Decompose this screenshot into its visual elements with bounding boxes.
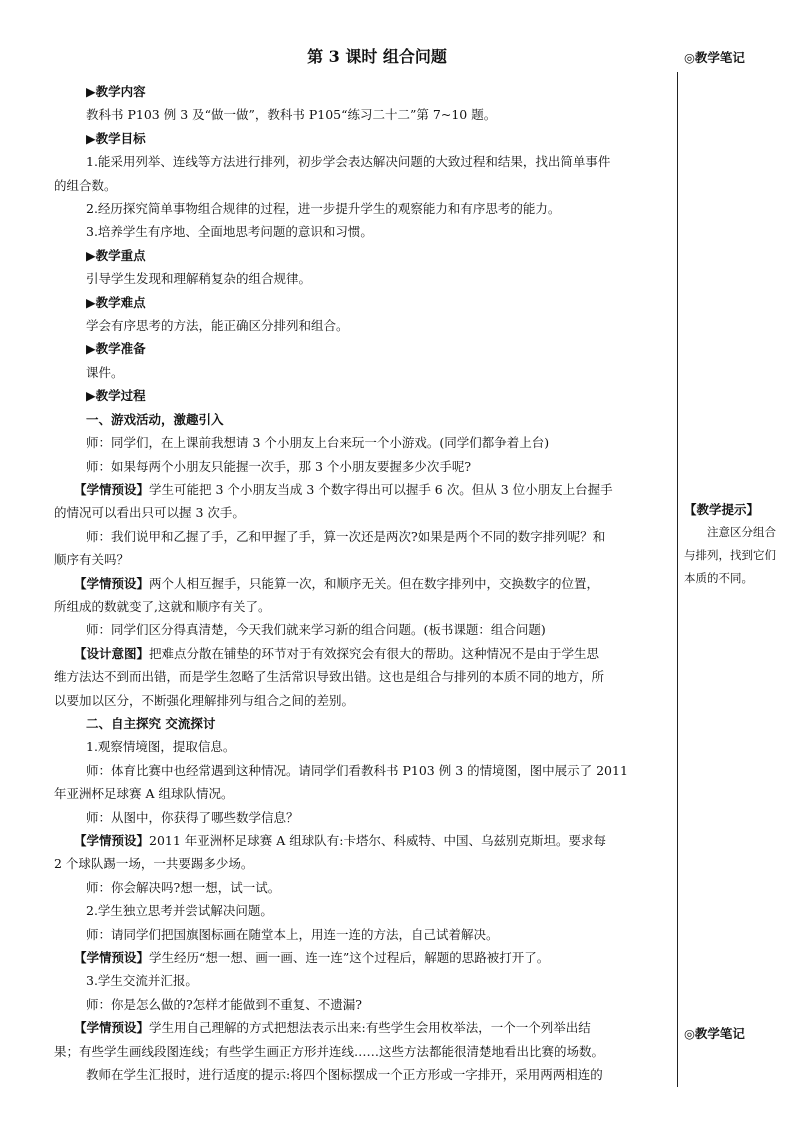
line-text: 学生用自己理解的方式把想法表示出来:有些学生会用枚举法，一个一个列举出结 bbox=[149, 1020, 591, 1036]
body-line bbox=[86, 969, 668, 992]
section-heading bbox=[86, 712, 668, 735]
section-heading bbox=[86, 291, 668, 314]
body-line bbox=[74, 478, 668, 501]
section-heading bbox=[86, 127, 668, 150]
line-text: 2 个球队踢一场，一共要踢多少场。 bbox=[54, 856, 254, 872]
teaching-notes-label-top bbox=[684, 48, 780, 66]
teaching-notes-label-bottom bbox=[684, 1024, 780, 1042]
body-line bbox=[86, 220, 668, 243]
body-line bbox=[86, 267, 668, 290]
page-title: 第 3 课时 组合问题 bbox=[307, 47, 447, 66]
line-text: 学会有序思考的方法，能正确区分排列和组合。 bbox=[86, 318, 349, 334]
annotation-label: 【学情预设】 bbox=[74, 950, 150, 966]
line-text: 以要加以区分，不断强化理解排列与组合之间的差别。 bbox=[54, 692, 355, 708]
line-text: 顺序有关吗？ bbox=[54, 552, 130, 568]
body-line bbox=[86, 759, 668, 782]
body-line bbox=[74, 642, 668, 665]
line-text: 把难点分散在铺垫的环节对于有效探究会有很大的帮助。这种情况不是由于学生思 bbox=[149, 645, 600, 661]
line-text: 所组成的数就变了,这就和顺序有关了。 bbox=[54, 598, 271, 614]
body-line bbox=[86, 361, 668, 384]
line-text: 果；有些学生画线段图连线；有些学生画正方形并连线……这些方法都能很清楚地看出比赛的场数。 bbox=[54, 1043, 605, 1059]
lesson-plan-body bbox=[54, 46, 668, 1086]
body-line bbox=[54, 1040, 668, 1063]
body-line bbox=[86, 923, 668, 946]
line-text: ▶教学重点 bbox=[86, 247, 146, 263]
line-text: 师：请同学们把国旗图标画在随堂本上，用连一连的方法，自己试着解决。 bbox=[86, 926, 499, 942]
teaching-notes-heading-bottom: ◎教学笔记 bbox=[684, 1026, 745, 1041]
annotation-label: 【学情预设】 bbox=[74, 1020, 150, 1036]
line-text: 师：你会解决吗?想一想，试一试。 bbox=[86, 879, 281, 895]
line-text: 2.经历探究简单事物组合规律的过程，进一步提升学生的观察能力和有序思考的能力。 bbox=[86, 201, 561, 217]
body-line bbox=[86, 735, 668, 758]
body-line bbox=[74, 572, 668, 595]
annotation-label: 【学情预设】 bbox=[74, 833, 150, 848]
body-line bbox=[86, 806, 668, 829]
teaching-tip-heading: 【教学提示】 bbox=[684, 502, 760, 517]
line-text: 课件。 bbox=[86, 364, 124, 380]
body-line bbox=[54, 595, 668, 618]
body-line bbox=[86, 431, 668, 454]
line-text: 师：如果每两个小朋友只能握一次手，那 3 个小朋友要握多少次手呢? bbox=[86, 458, 472, 474]
line-text: 两个人相互握手，只能算一次，和顺序无关。但在数字排列中，交换数字的位置， bbox=[149, 575, 600, 591]
line-text: 二、自主探究 交流探讨 bbox=[86, 715, 216, 731]
body-line bbox=[86, 197, 668, 220]
section-heading bbox=[86, 244, 668, 267]
teaching-notes-heading: ◎教学笔记 bbox=[684, 50, 745, 65]
line-text: ▶教学难点 bbox=[86, 294, 146, 310]
line-text: 1.观察情境图，提取信息。 bbox=[86, 739, 236, 755]
body-line bbox=[54, 782, 668, 805]
body-line bbox=[86, 455, 668, 478]
lesson-lines bbox=[54, 80, 668, 1086]
line-text: 学生经历“想一想、画一画、连一连”这个过程后，解题的思路被打开了。 bbox=[149, 950, 550, 966]
section-heading bbox=[86, 337, 668, 360]
line-text: 3.学生交流并汇报。 bbox=[86, 973, 198, 989]
body-line bbox=[54, 174, 668, 197]
annotation-label: 【设计意图】 bbox=[74, 645, 150, 661]
annotation-label: 【学情预设】 bbox=[74, 575, 150, 591]
line-text: 师：我们说甲和乙握了手，乙和甲握了手，算一次还是两次?如果是两个不同的数字排列呢？和 bbox=[86, 528, 606, 544]
body-line bbox=[54, 501, 668, 524]
body-line bbox=[86, 525, 668, 548]
line-text: 引导学生发现和理解稍复杂的组合规律。 bbox=[86, 271, 312, 287]
line-text: 师：从图中，你获得了哪些数学信息？ bbox=[86, 809, 299, 825]
line-text: 3.培养学生有序地、全面地思考问题的意识和习惯。 bbox=[86, 224, 373, 240]
body-line bbox=[86, 993, 668, 1016]
margin-divider bbox=[677, 72, 678, 1087]
line-text: 学生可能把 3 个小朋友当成 3 个数字得出可以握手 6 次。但从 3 位小朋友上台握手 bbox=[149, 481, 613, 497]
line-text: 2.学生独立思考并尝试解决问题。 bbox=[86, 903, 273, 919]
body-line bbox=[54, 665, 668, 688]
line-text: 2011 年亚洲杯足球赛 A 组球队有:卡塔尔、科威特、中国、乌兹别克斯坦。要求每 bbox=[149, 833, 606, 848]
body-line bbox=[86, 103, 668, 126]
body-line bbox=[74, 829, 668, 852]
line-text: ▶教学过程 bbox=[86, 388, 146, 404]
line-text: 1.能采用列举、连线等方法进行排列，初步学会表达解决问题的大致过程和结果，找出简单事件 bbox=[86, 154, 611, 170]
body-line bbox=[86, 899, 668, 922]
teaching-tip-text: 注意区分组合与排列，找到它们本质的不同。 bbox=[684, 525, 776, 585]
body-line bbox=[86, 618, 668, 641]
body-line bbox=[86, 150, 668, 173]
teaching-tip-box bbox=[684, 500, 780, 590]
line-text: 一、游戏活动，激趣引入 bbox=[86, 411, 224, 427]
line-text: 师：你是怎么做的?怎样才能做到不重复、不遗漏? bbox=[86, 996, 362, 1012]
body-line bbox=[86, 314, 668, 337]
section-heading bbox=[86, 80, 668, 103]
line-text: 教科书 P103 例 3 及“做一做”，教科书 P105“练习二十二”第 7~10 题。 bbox=[86, 107, 497, 123]
body-line bbox=[74, 946, 668, 969]
body-line bbox=[86, 1063, 668, 1086]
section-heading bbox=[86, 384, 668, 407]
body-line bbox=[54, 548, 668, 571]
annotation-label: 【学情预设】 bbox=[74, 481, 150, 497]
line-text: ▶教学内容 bbox=[86, 84, 146, 99]
body-line bbox=[74, 1016, 668, 1039]
line-text: 师：体育比赛中也经常遇到这种情况。请同学们看教科书 P103 例 3 的情境图，图中展示了 2011 bbox=[86, 762, 628, 778]
line-text: ▶教学目标 bbox=[86, 130, 146, 146]
line-text: ▶教学准备 bbox=[86, 341, 146, 357]
line-text: 教师在学生汇报时，进行适度的提示:将四个图标摆成一个正方形或一字排开，采用两两相连的 bbox=[86, 1067, 603, 1083]
body-line bbox=[86, 876, 668, 899]
line-text: 年亚洲杯足球赛 A 组球队情况。 bbox=[54, 786, 234, 802]
body-line bbox=[54, 689, 668, 712]
line-text: 师：同学们区分得真清楚，今天我们就来学习新的组合问题。(板书课题：组合问题) bbox=[86, 622, 546, 638]
section-heading bbox=[86, 408, 668, 431]
line-text: 的情况可以看出只可以握 3 次手。 bbox=[54, 505, 245, 521]
body-line bbox=[54, 852, 668, 875]
line-text: 维方法达不到而出错，而是学生忽略了生活常识导致出错。这也是组合与排列的本质不同的地方，所 bbox=[54, 669, 605, 685]
line-text: 师：同学们，在上课前我想请 3 个小朋友上台来玩一个小游戏。(同学们都争着上台) bbox=[86, 435, 550, 451]
line-text: 的组合数。 bbox=[54, 177, 117, 193]
